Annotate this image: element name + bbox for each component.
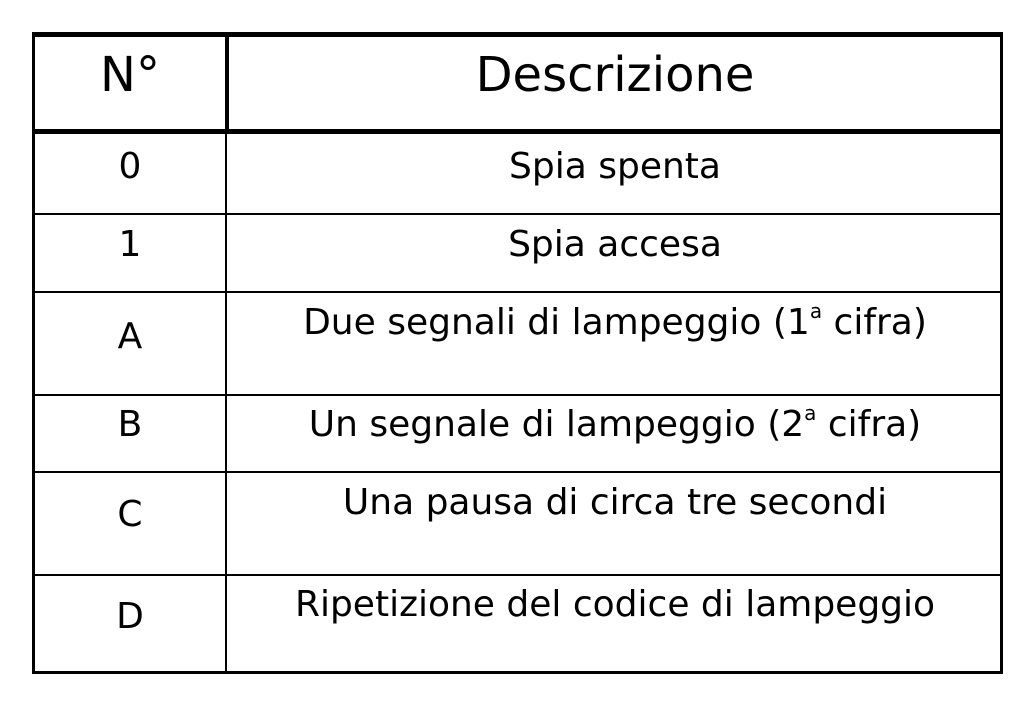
row-divider xyxy=(35,394,1000,396)
row-A-description: Due segnali di lampeggio (1$^a$ cifra) xyxy=(303,299,927,343)
row-B-number: B xyxy=(117,404,143,445)
row-D-number: D xyxy=(116,596,144,637)
header-number: N° xyxy=(100,47,160,103)
row-1-description: Spia accesa xyxy=(508,224,722,265)
row-B-description: Un segnale di lampeggio (2$^a$ cifra) xyxy=(308,401,922,445)
header-description: Descrizione xyxy=(475,47,755,103)
code-table xyxy=(32,32,1003,674)
row-1-number: 1 xyxy=(118,224,142,265)
row-0-description: Spia spenta xyxy=(509,146,721,187)
row-0-number: 0 xyxy=(118,146,142,187)
row-divider xyxy=(35,291,1000,293)
row-C-number: C xyxy=(117,494,143,535)
row-A-number: A xyxy=(117,316,143,357)
row-D-description: Ripetizione del codice di lampeggio xyxy=(294,584,936,625)
header-divider xyxy=(35,129,1000,134)
row-divider xyxy=(35,574,1000,576)
row-divider xyxy=(35,471,1000,473)
row-C-description: Una pausa di circa tre secondi xyxy=(342,482,888,523)
row-divider xyxy=(35,213,1000,215)
